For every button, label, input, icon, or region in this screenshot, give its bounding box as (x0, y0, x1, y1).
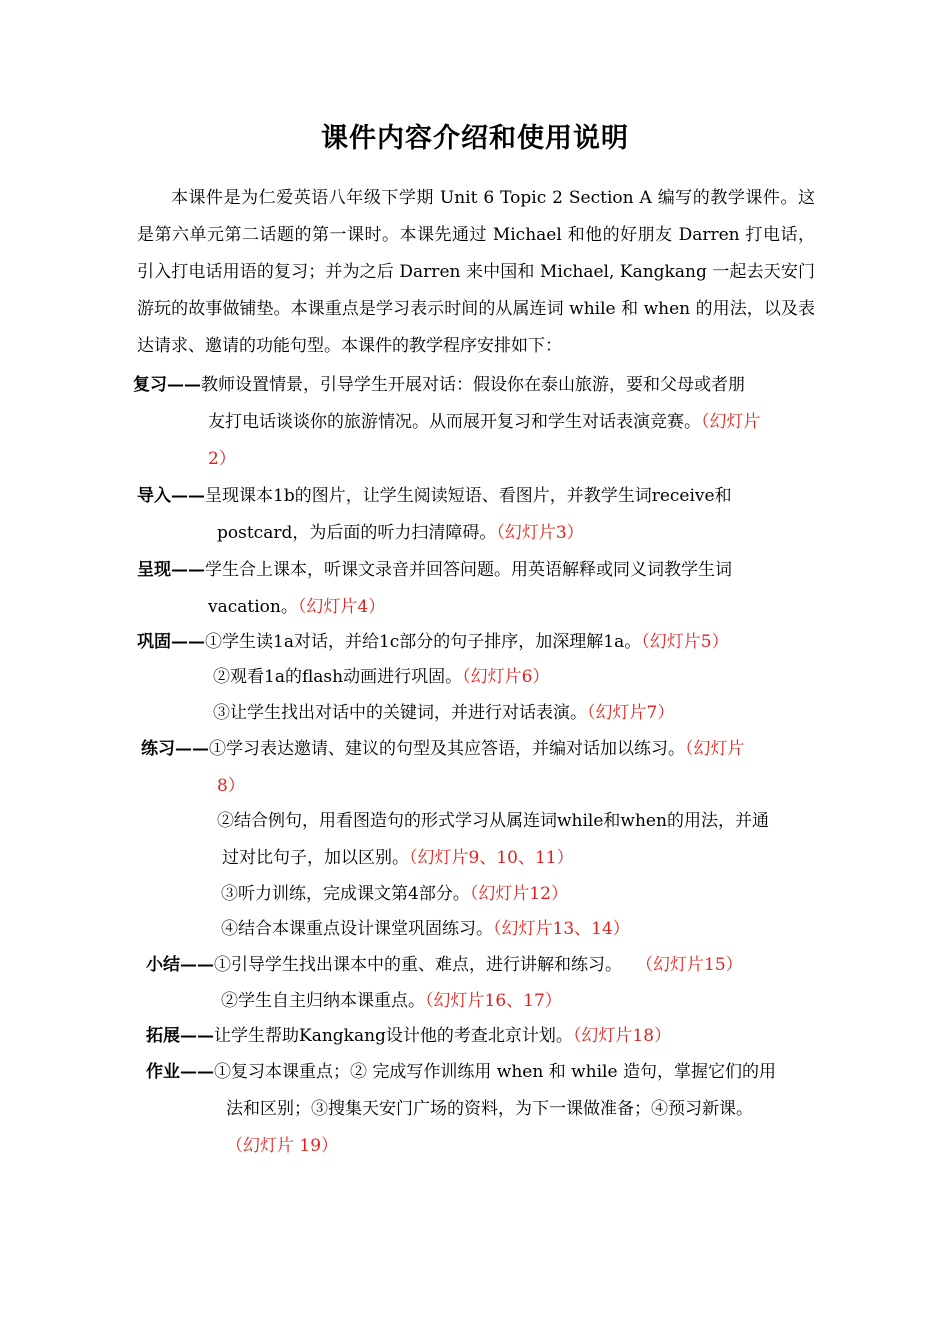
practice-slide-ref-3: （幻灯片12） (469, 884, 568, 904)
lead-in-line-2 (217, 518, 584, 543)
practice-slide-ref-2: （幻灯片9、10、11） (409, 848, 574, 868)
practice-item-1: ①学习表达邀请、建议的句型及其应答语，并编对话加以练习。 (209, 739, 685, 759)
extension-text: 让学生帮助Kangkang设计他的考查北京计划。 (214, 1026, 573, 1046)
lead-in-slide-ref: （幻灯片3） (496, 523, 584, 543)
consolidation-slide-ref-2: （幻灯片6） (462, 667, 550, 687)
practice-item-4: ④结合本课重点设计课堂巩固练习。 (221, 919, 493, 939)
extension-line-1 (146, 1021, 671, 1046)
extension-label: 拓展—— (146, 1026, 214, 1046)
presentation-text-1: 学生合上课本，听课文录音并回答问题。用英语解释或同义词教学生词 (205, 560, 732, 580)
homework-line-2 (226, 1094, 753, 1119)
practice-line-1 (141, 734, 745, 759)
practice-item-2-line-1: ②结合例句，用看图造句的形式学习从属连词while和when的用法，并通 (217, 811, 769, 831)
practice-slide-ref-1a: （幻灯片 (685, 739, 745, 759)
summary-item-1: ①引导学生找出课本中的重、难点，进行讲解和练习。 (214, 955, 622, 975)
summary-label: 小结—— (146, 955, 214, 975)
summary-slide-ref-2: （幻灯片16、17） (425, 991, 562, 1011)
homework-slide-ref: （幻灯片 19） (226, 1136, 339, 1156)
lead-in-line-1 (137, 481, 732, 506)
extension-slide-ref: （幻灯片18） (572, 1026, 672, 1046)
practice-line-5 (221, 914, 630, 939)
consolidation-line-1 (137, 627, 729, 652)
consolidation-item-2: ②观看1a的flash动画进行巩固。 (213, 667, 463, 687)
homework-label: 作业—— (146, 1062, 214, 1082)
homework-line-1 (146, 1057, 776, 1082)
consolidation-slide-ref-1: （幻灯片5） (641, 632, 729, 652)
homework-text-2: 法和区别；③搜集天安门广场的资料，为下一课做准备；④预习新课。 (226, 1099, 753, 1119)
practice-label: 练习—— (141, 739, 209, 759)
consolidation-item-3: ③让学生找出对话中的关键词，并进行对话表演。 (213, 703, 587, 723)
consolidation-line-2 (213, 662, 549, 687)
practice-slide-ref-1b: 8） (217, 776, 245, 796)
presentation-label: 呈现—— (137, 560, 205, 580)
review-slide-ref-b: 2） (208, 449, 236, 469)
practice-slide-ref-4: （幻灯片13、14） (493, 919, 630, 939)
practice-item-2-line-2: 过对比句子，加以区别。 (222, 848, 409, 868)
lead-in-text-1: 呈现课本1b的图片，让学生阅读短语、看图片，并教学生词receive和 (205, 486, 732, 506)
lead-in-text-2: postcard，为后面的听力扫清障碍。 (217, 523, 497, 543)
consolidation-label: 巩固—— (137, 632, 205, 652)
presentation-line-1 (137, 555, 732, 580)
review-line-1 (133, 370, 745, 395)
document-title: 课件内容介绍和使用说明 (321, 123, 629, 154)
lead-in-label: 导入—— (137, 486, 205, 506)
review-label: 复习—— (133, 375, 201, 395)
intro-paragraph: 本课件是为仁爱英语八年级下学期 Unit 6 Topic 2 Section A 编写的教学课件。这是第六单元第二话题的第一课时。本课先通过 Michael 和他的好朋友 Darren 打电话，引入打电话用语的复习；并为之后 Darren 来中国和 Michael, Kangkang 一起去天安门游玩的故事做铺垫。本课重点是学习表示时间的从属连词 while 和 when 的用法，以及表达请求、邀请的功能句型。本课件的教学程序安排如下： (137, 188, 815, 356)
practice-item-3: ③听力训练，完成课文第4部分。 (221, 884, 470, 904)
summary-line-2 (221, 986, 562, 1011)
practice-line-3 (222, 843, 574, 868)
presentation-text-2: vacation。 (208, 597, 298, 617)
consolidation-line-3 (213, 698, 674, 723)
review-slide-ref-a: （幻灯片 (701, 412, 761, 432)
presentation-line-2 (208, 592, 385, 617)
review-text-1: 教师设置情景，引导学生开展对话：假设你在泰山旅游，要和父母或者朋 (201, 375, 745, 395)
practice-line-2 (217, 806, 769, 831)
review-line-2 (208, 407, 761, 432)
summary-line-1 (146, 950, 743, 975)
review-text-2: 友打电话谈谈你的旅游情况。从而展开复习和学生对话表演竞赛。 (208, 412, 701, 432)
summary-item-2: ②学生自主归纳本课重点。 (221, 991, 425, 1011)
presentation-slide-ref: （幻灯片4） (297, 597, 386, 617)
practice-line-4 (221, 879, 568, 904)
homework-text-1: ①复习本课重点；② 完成写作训练用 when 和 while 造句，掌握它们的用 (214, 1062, 776, 1082)
consolidation-item-1: ①学生读1a对话，并给1c部分的句子排序，加深理解1a。 (205, 632, 642, 652)
consolidation-slide-ref-3: （幻灯片7） (587, 703, 675, 723)
summary-slide-ref-1: （幻灯片15） (636, 955, 743, 975)
